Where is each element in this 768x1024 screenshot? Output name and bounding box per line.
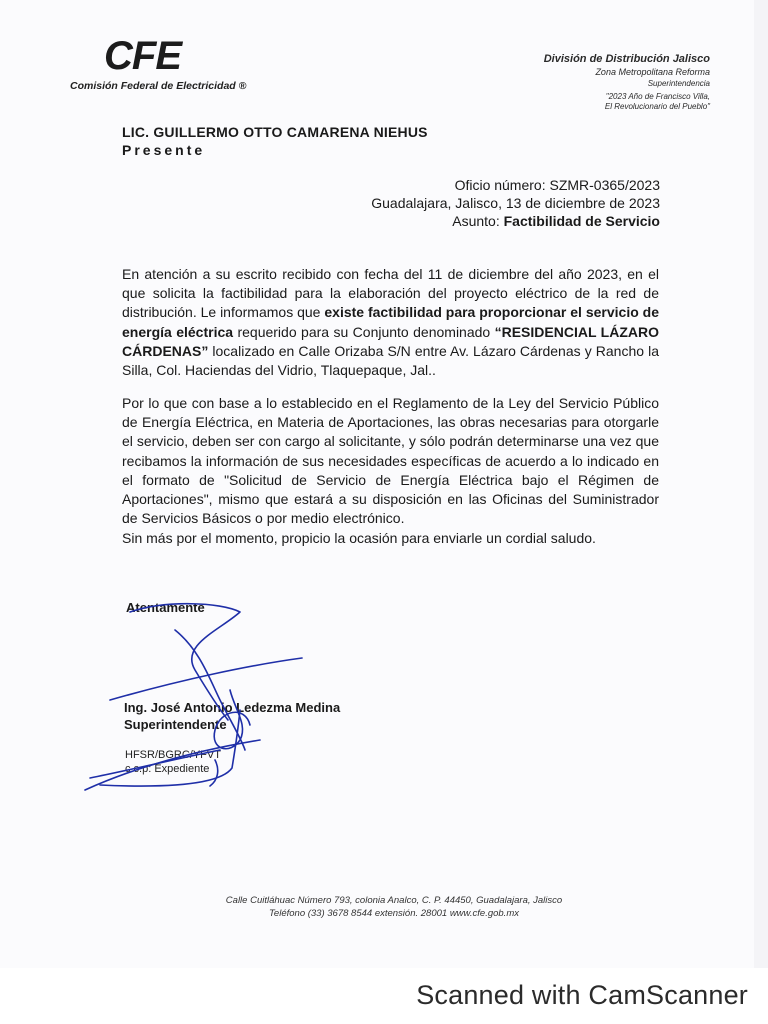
oficio-number: Oficio número: SZMR-0365/2023 [454, 177, 660, 193]
division-name: División de Distribución Jalisco [543, 53, 710, 65]
place-date: Guadalajara, Jalisco, 13 de diciembre de 2023 [371, 195, 660, 211]
letter-footer [0, 894, 768, 920]
reference-initials: HFSR/BGRC/YFVT [125, 749, 221, 761]
handwritten-signature [70, 590, 330, 810]
logo-company-name: Comisión Federal de Electricidad ® [70, 80, 247, 92]
signer-name: Ing. José Antonio Ledezma Medina [124, 700, 341, 715]
logo-mark: CFE [104, 34, 181, 78]
recipient-block [122, 124, 428, 158]
p1-text-e: localizado en Calle Orizaba S/N entre Av. Lázaro Cárdenas y Rancho la Silla, Col. Haciendas del Vidrio, Tlaquepaque, Jal.. [122, 342, 659, 379]
letterhead-office [544, 53, 710, 111]
closing: Atentamente [126, 600, 205, 615]
recipient-name: LIC. GUILLERMO OTTO CAMARENA NIEHUS [122, 124, 428, 140]
signer-title: Superintendente [124, 717, 227, 732]
subject-label: Asunto: [452, 213, 504, 229]
p1-bold-feasibility: existe factibilidad para proporcionar el servicio de energía eléctrica [122, 304, 659, 340]
recipient-salutation: Presente [122, 142, 206, 158]
page-edge [754, 0, 768, 968]
subject-line [371, 212, 660, 230]
motto-line-1: "2023 Año de Francisco Villa, [605, 92, 710, 101]
zone-name: Zona Metropolitana Reforma [595, 67, 710, 77]
paragraph-1 [122, 265, 659, 380]
office-name: Superintendencia [647, 79, 710, 88]
letter-meta [371, 176, 660, 230]
p1-text-c: requerido para su Conjunto denominado [233, 323, 495, 340]
scanner-watermark: Scanned with CamScanner [416, 980, 748, 1010]
footer-address: Calle Cuitláhuac Número 793, colonia Analco, C. P. 44450, Guadalajara, Jalisco [225, 895, 563, 906]
p1-bold-project-name: “RESIDENCIAL LÁZARO CÁRDENAS” [122, 323, 659, 359]
p1-text-a: En atención a su escrito recibido con fecha del 11 de diciembre del año 2023, en el que solicita la factibilidad para la elaboración del proyecto eléctrico de la red de distribución. Le informamos que [122, 266, 659, 321]
paragraph-2: Por lo que con base a lo establecido en el Reglamento de la Ley del Servicio Público de Energía Eléctrica, en Materia de Aportaciones, las obras necesarias para otorgarle el servicio, deben ser con cargo al solicitante, y sólo podrán determinarse una vez que recibamos la información de sus necesidades específicas de acuerdo a lo indicado en el formato de "Solicitud de Servicio de Energía Eléctrica bajo el Régimen de Aportaciones", mismo que estará a su disposición en las Oficinas del Suministrador de Servicios Básicos o por medio electrónico. [122, 395, 659, 527]
motto-line-2: El Revolucionario del Pueblo" [604, 102, 710, 111]
paragraph-3: Sin más por el momento, propicio la ocasión para enviarle un cordial saludo. [122, 530, 596, 546]
footer-phone: Teléfono (33) 3678 8544 extensión. 28001 www.cfe.gob.mx [269, 908, 519, 919]
ccp-line: c.c.p: Expediente [125, 763, 210, 775]
cfe-logo [70, 36, 246, 92]
subject-value: Factibilidad de Servicio [503, 213, 660, 229]
